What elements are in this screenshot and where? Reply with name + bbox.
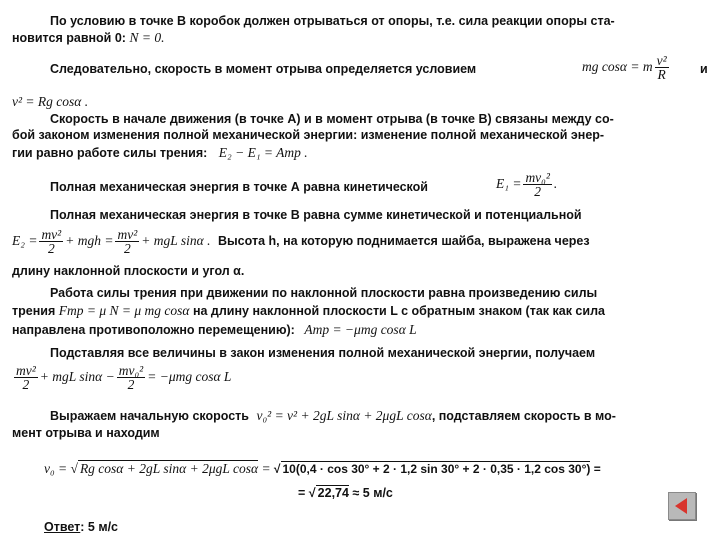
denominator: 2 xyxy=(534,184,542,199)
triangle-left-icon xyxy=(669,493,695,519)
equation: = √ 22,74 ≈ 5 м/с xyxy=(298,486,393,500)
equation: v₀² = v² + 2gL sinα + 2μgL cosα xyxy=(256,408,432,423)
back-button[interactable] xyxy=(668,492,696,520)
text-fragment: Выражаем начальную скорость xyxy=(50,409,249,423)
text-line: По условию в точке В коробок должен отрываться от опоры, т.е. сила реакции опоры ста- xyxy=(50,14,615,28)
equation-part: E₁ = xyxy=(496,175,522,191)
text-fragment: трения xyxy=(12,304,56,318)
equation: N = 0. xyxy=(129,30,165,45)
numerator: mv² xyxy=(117,227,138,242)
text-line xyxy=(12,145,308,161)
fraction xyxy=(14,364,38,391)
fraction xyxy=(117,364,145,391)
text-line: Скорость в начале движения (в точке А) и в момент отрыва (в точке В) связаны между со- xyxy=(50,112,614,126)
equation xyxy=(582,54,671,81)
equation: E₂ − E₁ = Aтр . xyxy=(218,145,308,160)
equation xyxy=(12,228,590,255)
equation-part: = xyxy=(298,486,306,500)
equation: Fтр = μ N = μ mg cosα xyxy=(58,303,190,318)
equation-part: mg cosα = m xyxy=(582,58,653,74)
radicand: Rg cosα + 2gL sinα + 2μgL cosα xyxy=(79,461,259,476)
radicand: 10(0,4 · cos 30° + 2 · 1,2 sin 30° + 2 · 0,35 · 1,2 cos 30°) xyxy=(282,462,591,476)
text-line: бой законом изменения полной механической энергии: изменение полной механической энер- xyxy=(12,128,605,142)
text-line: Работа силы трения при движении по наклонной плоскости равна произведению силы xyxy=(50,286,598,300)
equation-part: + mgh = xyxy=(65,232,114,248)
denominator: 2 xyxy=(22,377,30,392)
numerator: v² xyxy=(656,53,667,68)
fraction xyxy=(655,54,669,81)
text-fragment: направлена противоположно перемещению): xyxy=(12,323,295,337)
equation xyxy=(12,364,231,391)
text-line: Следовательно, скорость в момент отрыва определяется условием xyxy=(50,62,477,76)
equation: v₀ = √ Rg cosα + 2gL sinα + 2μgL cosα = √ 10(0,4 · cos 30° + 2 · 1,2 sin 30° + 2 · 0,35 · 1,2 cos 30°) = xyxy=(44,461,601,476)
equation: v² = Rg cosα . xyxy=(12,94,89,109)
denominator: R xyxy=(657,67,666,82)
text-line: Полная механическая энергия в точке В равна сумме кинетической и потенциальной xyxy=(50,208,582,222)
equation-part: + mgL sinα . xyxy=(141,232,211,248)
equation-part: = xyxy=(593,462,601,476)
text-line xyxy=(50,408,616,424)
text-fragment: и xyxy=(700,62,708,76)
text-fragment: гии равно работе силы трения: xyxy=(12,146,208,160)
denominator: 2 xyxy=(47,241,55,256)
equation-part: = −μmg cosα L xyxy=(147,368,232,384)
text-line: длину наклонной плоскости и угол α. xyxy=(12,264,245,278)
denominator: 2 xyxy=(123,241,131,256)
equation-part: E₂ = xyxy=(12,232,38,248)
answer-label: Ответ xyxy=(44,520,81,534)
numerator: mv² xyxy=(16,363,36,378)
equation: E₁ = $\frac{\text{mv₀²}}{2}$ . xyxy=(496,170,558,199)
fraction xyxy=(115,228,139,255)
equation-part: + mgL sinα − xyxy=(39,368,115,384)
numerator: mv₀² xyxy=(118,363,144,378)
numerator: mv² xyxy=(41,227,62,242)
text-line: Подставляя все величины в закон изменения полной механической энергии, получаем xyxy=(50,346,596,360)
text-fragment: Высота h, на которую поднимается шайба, выражена через xyxy=(217,233,590,248)
denominator: 2 xyxy=(127,377,135,392)
text-fragment: , подставляем скорость в мо- xyxy=(431,409,616,423)
text-fragment: новится равной 0: xyxy=(12,31,126,45)
text-line xyxy=(12,322,417,338)
equation-part: = xyxy=(261,461,271,476)
text-line xyxy=(12,30,164,46)
text-line xyxy=(12,303,605,319)
numerator: mv₀² xyxy=(525,170,550,185)
equation: Aтр = −μmg cosα L xyxy=(304,322,417,337)
radicand: 22,74 xyxy=(317,486,349,500)
text-line: мент отрыва и находим xyxy=(12,426,160,440)
fraction xyxy=(39,228,63,255)
text-line: Полная механическая энергия в точке А равна кинетической xyxy=(50,180,428,194)
answer xyxy=(44,520,118,535)
equation-part: v₀ = xyxy=(44,461,68,476)
fraction xyxy=(523,171,551,198)
answer-value: : 5 м/с xyxy=(80,520,119,534)
text-fragment: на длину наклонной плоскости L с обратным знаком (так как сила xyxy=(192,304,605,318)
result: ≈ 5 м/с xyxy=(352,486,393,500)
